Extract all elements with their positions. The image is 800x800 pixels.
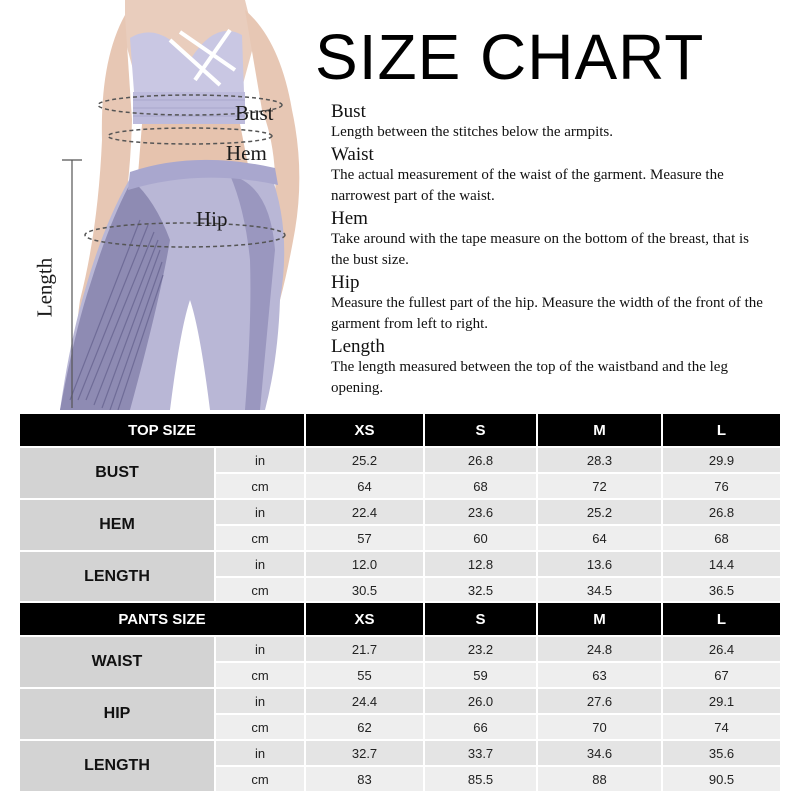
table-header-label: TOP SIZE: [19, 413, 305, 447]
table-cell: 30.5: [305, 577, 424, 603]
table-cell: 70: [537, 714, 662, 740]
pants-size-table: [18, 601, 782, 793]
table-cell: 26.0: [424, 688, 537, 714]
unit-label: cm: [215, 714, 305, 740]
definition-term: Waist: [331, 143, 374, 165]
size-header: S: [424, 602, 537, 636]
definition-waist: [331, 144, 771, 208]
table-cell: 59: [424, 662, 537, 688]
unit-label: in: [215, 551, 305, 577]
table-cell: 33.7: [424, 740, 537, 766]
table-row: [19, 636, 781, 662]
unit-label: in: [215, 499, 305, 525]
table-cell: 66: [424, 714, 537, 740]
hip-label: Hip: [196, 207, 228, 231]
table-cell: 74: [662, 714, 781, 740]
measurement-name: LENGTH: [19, 551, 215, 603]
table-cell: 23.6: [424, 499, 537, 525]
unit-label: cm: [215, 766, 305, 792]
unit-label: in: [215, 636, 305, 662]
model-illustration: [30, 0, 330, 410]
definition-term: Bust: [331, 101, 366, 122]
unit-label: cm: [215, 473, 305, 499]
table-cell: 25.2: [537, 499, 662, 525]
bust-label: Bust: [235, 101, 274, 125]
table-cell: 27.6: [537, 688, 662, 714]
hem-label: Hem: [226, 141, 267, 165]
table-cell: 28.3: [537, 447, 662, 473]
size-header: M: [537, 602, 662, 636]
measurement-definitions: [331, 101, 771, 400]
table-cell: 26.4: [662, 636, 781, 662]
table-cell: 34.6: [537, 740, 662, 766]
definition-text: Measure the fullest part of the hip. Measure the width of the front of the garment from left to right.: [331, 294, 763, 332]
table-cell: 60: [424, 525, 537, 551]
table-row: [19, 551, 781, 577]
table-cell: 13.6: [537, 551, 662, 577]
table-cell: 12.8: [424, 551, 537, 577]
definition-term: Hip: [331, 271, 360, 293]
table-cell: 55: [305, 662, 424, 688]
definition-text: Take around with the tape measure on the bottom of the breast, that is the bust size.: [331, 230, 749, 268]
table-cell: 35.6: [662, 740, 781, 766]
page-title: SIZE CHART: [315, 21, 705, 93]
table-header-label: PANTS SIZE: [19, 602, 305, 636]
size-header: XS: [305, 413, 424, 447]
unit-label: in: [215, 740, 305, 766]
table-cell: 83: [305, 766, 424, 792]
size-header: M: [537, 413, 662, 447]
table-cell: 68: [662, 525, 781, 551]
table-cell: 90.5: [662, 766, 781, 792]
table-cell: 64: [537, 525, 662, 551]
table-cell: 22.4: [305, 499, 424, 525]
table-cell: 85.5: [424, 766, 537, 792]
definition-length: [331, 336, 771, 400]
measurement-name: HEM: [19, 499, 215, 551]
table-cell: 67: [662, 662, 781, 688]
table-cell: 24.8: [537, 636, 662, 662]
top-size-table: [18, 412, 782, 604]
table-cell: 14.4: [662, 551, 781, 577]
table-cell: 32.7: [305, 740, 424, 766]
definition-term: Length: [331, 335, 385, 357]
measurement-name: HIP: [19, 688, 215, 740]
table-cell: 64: [305, 473, 424, 499]
table-cell: 68: [424, 473, 537, 499]
table-cell: 24.4: [305, 688, 424, 714]
table-cell: 12.0: [305, 551, 424, 577]
measurement-name: BUST: [19, 447, 215, 499]
definition-text: Length between the stitches below the armpits.: [331, 124, 614, 140]
table-cell: 25.2: [305, 447, 424, 473]
unit-label: cm: [215, 662, 305, 688]
unit-label: cm: [215, 577, 305, 603]
table-cell: 21.7: [305, 636, 424, 662]
table-cell: 88: [537, 766, 662, 792]
table-cell: 26.8: [662, 499, 781, 525]
definition-hip: [331, 272, 771, 336]
definition-hem: [331, 208, 771, 272]
table-row: [19, 740, 781, 766]
measurement-name: LENGTH: [19, 740, 215, 792]
size-header: XS: [305, 602, 424, 636]
unit-label: cm: [215, 525, 305, 551]
size-header: L: [662, 413, 781, 447]
table-header-row: [19, 413, 781, 447]
table-cell: 72: [537, 473, 662, 499]
table-cell: 29.1: [662, 688, 781, 714]
definition-bust: [331, 101, 771, 144]
table-cell: 36.5: [662, 577, 781, 603]
measurement-name: WAIST: [19, 636, 215, 688]
table-cell: 23.2: [424, 636, 537, 662]
table-cell: 76: [662, 473, 781, 499]
table-row: [19, 447, 781, 473]
table-row: [19, 499, 781, 525]
unit-label: in: [215, 688, 305, 714]
definition-text: The length measured between the top of the waistband and the leg opening.: [331, 358, 728, 396]
table-cell: 62: [305, 714, 424, 740]
table-row: [19, 688, 781, 714]
model-figure: [30, 0, 330, 410]
table-cell: 29.9: [662, 447, 781, 473]
unit-label: in: [215, 447, 305, 473]
table-cell: 57: [305, 525, 424, 551]
length-label: Length: [32, 257, 57, 318]
size-header: L: [662, 602, 781, 636]
table-cell: 32.5: [424, 577, 537, 603]
definition-text: The actual measurement of the waist of the garment. Measure the narrowest part of the waist.: [331, 166, 724, 204]
size-header: S: [424, 413, 537, 447]
table-cell: 63: [537, 662, 662, 688]
table-cell: 26.8: [424, 447, 537, 473]
definition-term: Hem: [331, 207, 368, 229]
table-header-row: [19, 602, 781, 636]
table-cell: 34.5: [537, 577, 662, 603]
